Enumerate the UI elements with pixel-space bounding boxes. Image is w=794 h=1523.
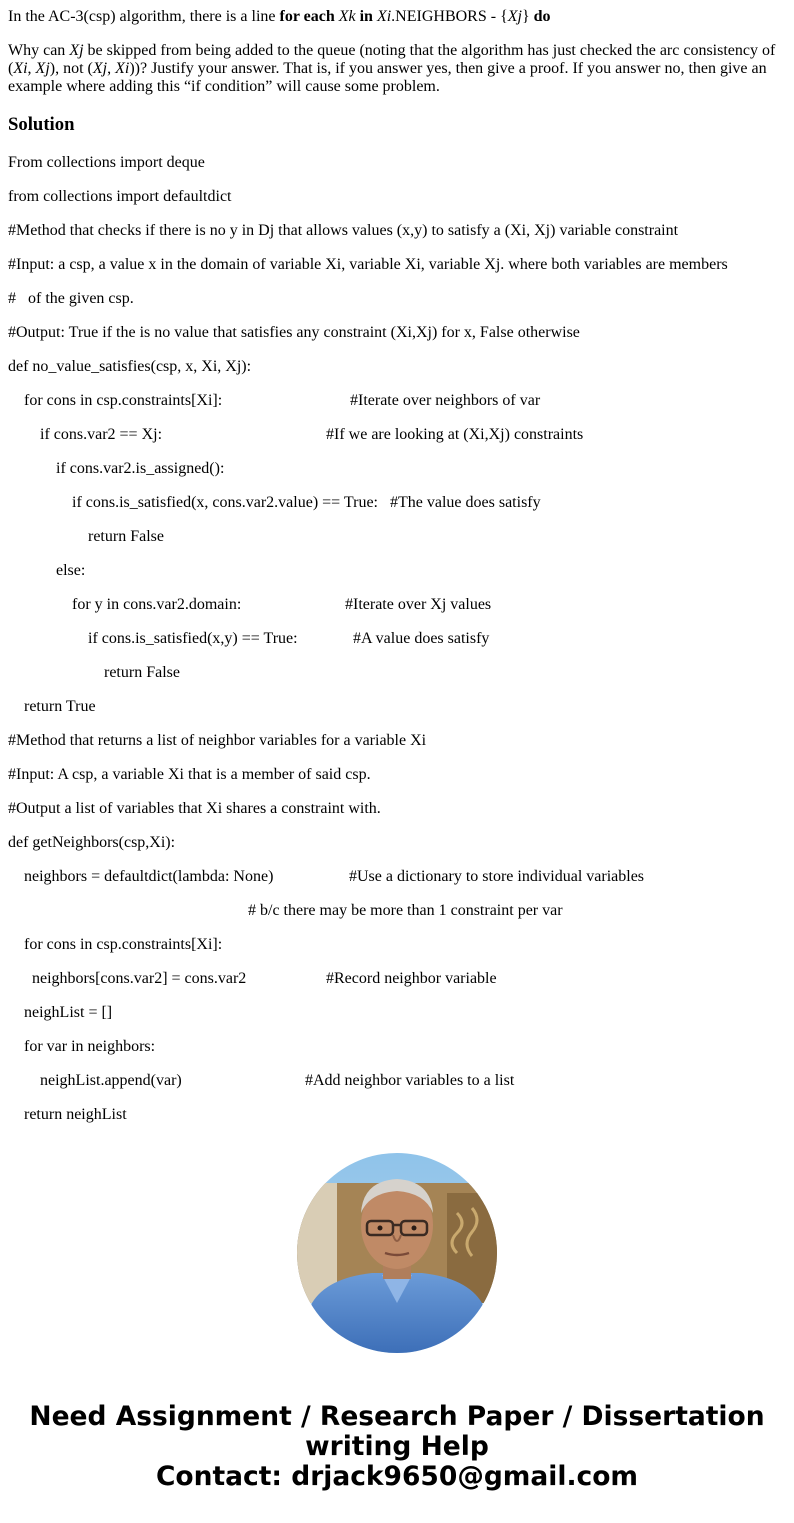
code-line (8, 698, 786, 732)
footer-ad (0, 1402, 794, 1492)
code-line (8, 256, 786, 290)
code-text: return False (104, 664, 180, 681)
code-line (8, 664, 786, 698)
var-xk: Xk (338, 8, 356, 25)
code-text: for y in cons.var2.domain: (72, 596, 242, 613)
code-line (8, 426, 786, 460)
code-line (8, 596, 786, 630)
code-text: if cons.is_satisfied(x,y) == True: (88, 630, 298, 647)
code-text: #Output: True if the is no value that satisfies any constraint (Xi,Xj) for x, False otherwise (8, 324, 580, 341)
code-comment: #If we are looking at (Xi,Xj) constraints (326, 426, 584, 443)
code-text: from collections import defaultdict (8, 188, 232, 205)
var-xi: Xi (376, 8, 392, 25)
code-line (8, 494, 786, 528)
code-line (8, 936, 786, 970)
code-text: #Method that returns a list of neighbor variables for a variable Xi (8, 732, 427, 749)
code-line (8, 528, 786, 562)
code-line (8, 1038, 786, 1072)
code-text: for cons in csp.constraints[Xi]: (24, 936, 223, 953)
code-line (8, 222, 786, 256)
code-line (8, 1106, 786, 1140)
code-text: def getNeighbors(csp,Xi): (8, 834, 176, 851)
document-body (8, 8, 786, 1140)
code-comment: #Add neighbor variables to a list (305, 1072, 515, 1089)
code-text: #Output a list of variables that Xi shares a constraint with. (8, 800, 381, 817)
code-text: neighbors = defaultdict(lambda: None) (24, 868, 274, 885)
code-comment: #Iterate over neighbors of var (350, 392, 541, 409)
code-line (8, 732, 786, 766)
keyword-in: in (359, 8, 373, 25)
code-line (8, 902, 786, 936)
author-portrait (297, 1153, 497, 1353)
code-comment: #The value does satisfy (390, 494, 541, 511)
code-text: else: (56, 562, 86, 579)
code-comment: #A value does satisfy (353, 630, 490, 647)
code-text: neighbors[cons.var2] = cons.var2 (32, 970, 247, 987)
code-line (8, 868, 786, 902)
code-comment: # b/c there may be more than 1 constraint per var (248, 902, 563, 919)
code-comment: #Iterate over Xj values (345, 596, 492, 613)
keyword-for-each: for each (279, 8, 335, 25)
code-line (8, 154, 786, 188)
code-text: def no_value_satisfies(csp, x, Xi, Xj): (8, 358, 252, 375)
code-line (8, 1004, 786, 1038)
question-paragraph: Why can Xj be skipped from being added to the queue (noting that the algorithm has just checked the arc consistency of (Xi, Xj), not (Xj, Xi))? Justify your answer. That is, if you answer yes, then give a proof. If you answer no, then give an example where adding this “if condition” will cause some problem. (8, 42, 776, 95)
code-line (8, 834, 786, 868)
code-line (8, 188, 786, 222)
footer-line-2: writing Help (305, 1431, 489, 1462)
code-text: for var in neighbors: (24, 1038, 156, 1055)
code-line (8, 290, 786, 324)
code-line (8, 970, 786, 1004)
code-text: if cons.is_satisfied(x, cons.var2.value) == True: (72, 494, 378, 511)
footer-contact: Contact: drjack9650@gmail.com (155, 1461, 639, 1492)
question-text: In the AC-3(csp) algorithm, there is a line (8, 8, 280, 25)
code-text: From collections import deque (8, 154, 205, 171)
code-text: #Input: A csp, a variable Xi that is a member of said csp. (8, 766, 371, 783)
code-comment: #Use a dictionary to store individual variables (349, 868, 645, 885)
solution-heading: Solution (8, 114, 75, 135)
code-line (8, 460, 786, 494)
var-xj: Xj (507, 8, 522, 25)
code-text: for cons in csp.constraints[Xi]: (24, 392, 223, 409)
code-text: #Input: a csp, a value x in the domain of variable Xi, variable Xi, variable Xj. where both variables are members (8, 256, 728, 273)
code-line (8, 1072, 786, 1106)
code-text: return neighList (24, 1106, 127, 1123)
code-line (8, 630, 786, 664)
question-line: In the AC-3(csp) algorithm, there is a line for each Xk in Xi.NEIGHBORS - {Xj} do (8, 8, 551, 25)
code-line (8, 562, 786, 596)
code-text: neighList = [] (24, 1004, 113, 1021)
code-line (8, 766, 786, 800)
code-text: #Method that checks if there is no y in Dj that allows values (x,y) to satisfy a (Xi, Xj) variable constraint (8, 222, 679, 239)
code-text: return False (88, 528, 164, 545)
code-text: neighList.append(var) (40, 1072, 182, 1089)
code-text: if cons.var2.is_assigned(): (56, 460, 225, 477)
code-line (8, 800, 786, 834)
code-line (8, 324, 786, 358)
code-line (8, 392, 786, 426)
code-comment: #Record neighbor variable (326, 970, 497, 987)
keyword-do: do (533, 8, 551, 25)
code-line (8, 358, 786, 392)
code-text: if cons.var2 == Xj: (40, 426, 163, 443)
code-text: # of the given csp. (8, 290, 134, 307)
author-photo (297, 1153, 497, 1353)
code-block (8, 154, 786, 1140)
footer-line-1: Need Assignment / Research Paper / Dissertation (29, 1401, 765, 1432)
code-text: return True (24, 698, 96, 715)
